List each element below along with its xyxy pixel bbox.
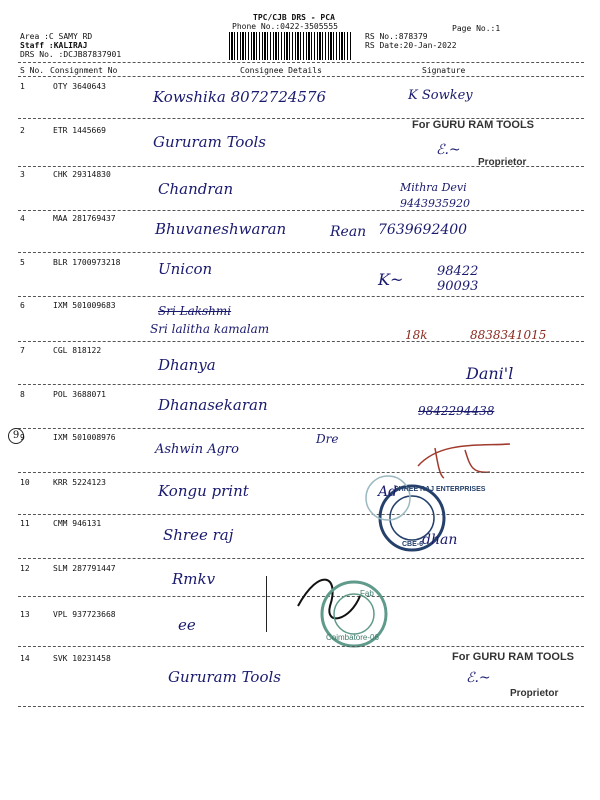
consignment-number: OTY 3640643: [53, 82, 106, 91]
row-sno: 2: [20, 126, 25, 135]
col-sno: S No.: [20, 66, 45, 75]
staff-field: Staff :KALIRAJ: [20, 41, 88, 50]
consignee-name: Unicon: [158, 260, 213, 278]
consignee-name: Gururam Tools: [168, 668, 281, 686]
row-divider: [18, 166, 584, 167]
consignee-name: Sri lalitha kamalam: [150, 322, 270, 336]
row-sno: 13: [20, 610, 30, 619]
row-divider: [18, 646, 584, 647]
area-field: Area :C SAMY RD: [20, 32, 93, 41]
row-sno: 12: [20, 564, 30, 573]
signature-scribble: Rean: [330, 224, 367, 240]
stamp-bottom-text: Coimbatore-06: [326, 633, 379, 642]
company-stamp-text: For GURU RAM TOOLS: [452, 651, 575, 663]
margin-note-circle: 9: [8, 428, 24, 444]
signature-scribble: Dre: [316, 432, 339, 446]
signature-scribble: Ad: [378, 484, 398, 500]
row-sno: 9: [20, 433, 25, 442]
consignee-name: ee: [178, 616, 196, 634]
row-sno: 11: [20, 519, 30, 528]
row-sno: 5: [20, 258, 25, 267]
signature: K Sowkey: [408, 88, 473, 103]
signature: Mithra Devi 9443935920: [400, 181, 470, 210]
row-divider: [18, 296, 584, 297]
row-sno: 14: [20, 654, 30, 663]
consignment-number: VPL 937723668: [53, 610, 116, 619]
consignee-name: Gururam Tools: [153, 133, 266, 151]
signature-scribble: dhan: [422, 532, 458, 548]
hand-mark: [266, 576, 268, 632]
consignee-name: Bhuvaneshwaran: [155, 220, 287, 238]
row-divider: [18, 472, 584, 473]
col-consignee: Consignee Details: [240, 66, 322, 75]
header-divider: [18, 62, 584, 63]
consignment-number: SVK 10231458: [53, 654, 111, 663]
consignment-number: KRR 5224123: [53, 478, 106, 487]
drs-number: DRS No. :DCJB87837901: [20, 50, 122, 59]
col-consignment: Consignment No: [50, 66, 118, 75]
signature: 98422 90093: [437, 264, 479, 294]
row-sno: 4: [20, 214, 25, 223]
phone-number: Phone No.:0422-3505555: [232, 22, 338, 31]
consignee-name: Shree raj: [163, 526, 234, 544]
document-title: TPC/CJB DRS - PCA: [253, 13, 335, 22]
row-divider: [18, 428, 584, 429]
barcode: [229, 32, 352, 60]
consignee-name: Chandran: [158, 180, 234, 198]
signature: 9842294438: [418, 404, 495, 418]
row-divider: [18, 210, 584, 211]
signature: 7639692400: [378, 222, 468, 238]
columns-divider: [18, 76, 584, 77]
stamp-bottom-text: CBE-6: [402, 541, 424, 548]
consignee-name: Ashwin Agro: [155, 442, 239, 457]
struck-text: Sri Lakshmi: [158, 304, 232, 318]
consignee-name: Kongu print: [158, 482, 249, 500]
consignee-name: Rmkv: [172, 570, 216, 588]
row-divider: [18, 514, 584, 515]
signature: ℰ.~: [466, 670, 491, 686]
company-stamp-text: For GURU RAM TOOLS: [412, 119, 535, 131]
row-divider: [18, 706, 584, 707]
rs-date: RS Date:20-Jan-2022: [365, 41, 457, 50]
consignment-number: ETR 1445669: [53, 126, 106, 135]
consignment-number: IXM 501009683: [53, 301, 116, 310]
signature: Dani'l: [466, 364, 514, 383]
consignment-number: SLM 287791447: [53, 564, 116, 573]
consignment-number: CMM 946131: [53, 519, 102, 528]
page-number: Page No.:1: [452, 24, 501, 33]
consignee-name: Kowshika 8072724576: [153, 88, 327, 106]
consignment-number: IXM 501008976: [53, 433, 116, 442]
consignee-name: Dhanasekaran: [158, 396, 268, 414]
consignee-name: Dhanya: [158, 356, 216, 374]
row-divider: [18, 341, 584, 342]
stamp-top-text: Fab: [360, 589, 374, 598]
signature: 8838341015: [470, 328, 547, 342]
col-signature: Signature: [422, 66, 466, 75]
consignment-number: BLR 1700973218: [53, 258, 121, 267]
rs-number: RS No.:878379: [365, 32, 428, 41]
row-sno: 1: [20, 82, 25, 91]
consignment-number: CGL 818122: [53, 346, 102, 355]
proprietor-label: Proprietor: [478, 157, 527, 168]
stamp-top-text: SHREE RAJ ENTERPRISES: [394, 486, 486, 493]
row-sno: 10: [20, 478, 30, 487]
signature-scribble: 18k: [405, 328, 428, 342]
row-sno: 7: [20, 346, 25, 355]
consignment-number: CHK 29314830: [53, 170, 111, 179]
row-sno: 3: [20, 170, 25, 179]
row-sno: 6: [20, 301, 25, 310]
consignment-number: MAA 281769437: [53, 214, 116, 223]
row-divider: [18, 384, 584, 385]
consignment-number: POL 3688071: [53, 390, 106, 399]
row-sno: 8: [20, 390, 25, 399]
row-divider: [18, 252, 584, 253]
proprietor-label: Proprietor: [510, 688, 559, 699]
signature-scribble: K~: [378, 270, 404, 289]
signature: ℰ.~: [436, 142, 461, 158]
coimbatore-stamp: [290, 566, 410, 650]
row-divider: [18, 558, 584, 559]
